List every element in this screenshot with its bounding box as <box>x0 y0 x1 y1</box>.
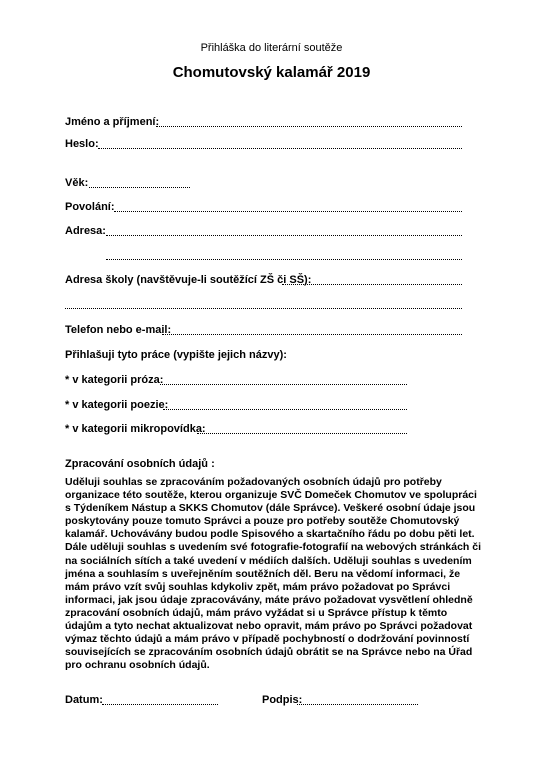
address-field-line2[interactable] <box>106 259 462 260</box>
phone-email-label: Telefon nebo e-mail: <box>65 324 172 336</box>
address-field[interactable] <box>106 235 462 236</box>
age-field[interactable] <box>89 187 190 188</box>
category-poetry-field[interactable] <box>163 409 407 410</box>
form-subtitle: Přihláška do literární soutěže <box>200 42 343 54</box>
school-address-label: Adresa školy (navštěvuje-li soutěžící ZŠ či SŠ): <box>65 274 312 286</box>
occupation-field[interactable] <box>114 211 462 212</box>
gdpr-consent-text: Uděluji souhlas se zpracováním požadovaných osobních údajů pro potřeby organizace této soutěže, kterou organizuje SVČ Domeček Chomutov ve spolupráci s Týdeníkem Nástup a SKKS Chomutov (dále Správce). Veškeré osobní údaje jsou poskytovány pouze tomuto Správci a pouze pro potřeby soutěže Chomutovský kalamář. Uchovávány budou podle Spisového a skartačního řádu po dobu pěti let. Dále uděluji souhlas s uvedením své fotografie-fotografií na webových stránkách či na sociálních sítích a také uvedení v médiích dalších. Uděluji souhlas s uvedením jména a souhlasím s uveřejněním soutěžních děl. Beru na vědomí informaci, že mám právo vzít svůj souhlas kdykoliv zpět, mám právo požadovat po Správci informaci, jak jsou údaje zpracovávány, máte právo požadovat vysvětlení ohledně zpracování osobních údajů, mám právo vyžádat si u Správce přístup k těmto údajům a tyto nechat aktualizovat nebo opravit, mám právo po Správci požadovat výmaz těchto údajů a mám právo v případě pochybností o dodržování povinností souvisejících se zpracováním osobních údajů obrátit se na Správce nebo na Úřad pro ochranu osobních údajů. <box>65 476 482 672</box>
category-microstory-label: * v kategorii mikropovídka: <box>65 423 206 435</box>
password-label: Heslo: <box>65 138 99 150</box>
phone-email-field[interactable] <box>162 334 462 335</box>
password-field[interactable] <box>98 148 462 149</box>
gdpr-heading: Zpracování osobních údajů : <box>65 458 215 470</box>
age-label: Věk: <box>65 177 89 189</box>
works-intro: Přihlašuji tyto práce (vypište jejich názvy): <box>65 349 287 361</box>
date-field[interactable] <box>102 704 218 705</box>
category-poetry-label: * v kategorii poezie: <box>65 399 169 411</box>
category-microstory-field[interactable] <box>197 433 407 434</box>
school-address-field[interactable] <box>282 284 462 285</box>
category-prose-label: * v kategorii próza: <box>65 374 164 386</box>
name-field[interactable] <box>156 126 462 127</box>
form-title: Chomutovský kalamář 2019 <box>172 64 371 81</box>
occupation-label: Povolání: <box>65 201 115 213</box>
signature-field[interactable] <box>297 704 418 705</box>
signature-label: Podpis: <box>262 694 303 706</box>
date-label: Datum: <box>65 694 103 706</box>
school-address-field-line2[interactable] <box>65 308 462 309</box>
category-prose-field[interactable] <box>160 384 407 385</box>
address-label: Adresa: <box>65 225 106 237</box>
name-label: Jméno a příjmení: <box>65 116 160 128</box>
